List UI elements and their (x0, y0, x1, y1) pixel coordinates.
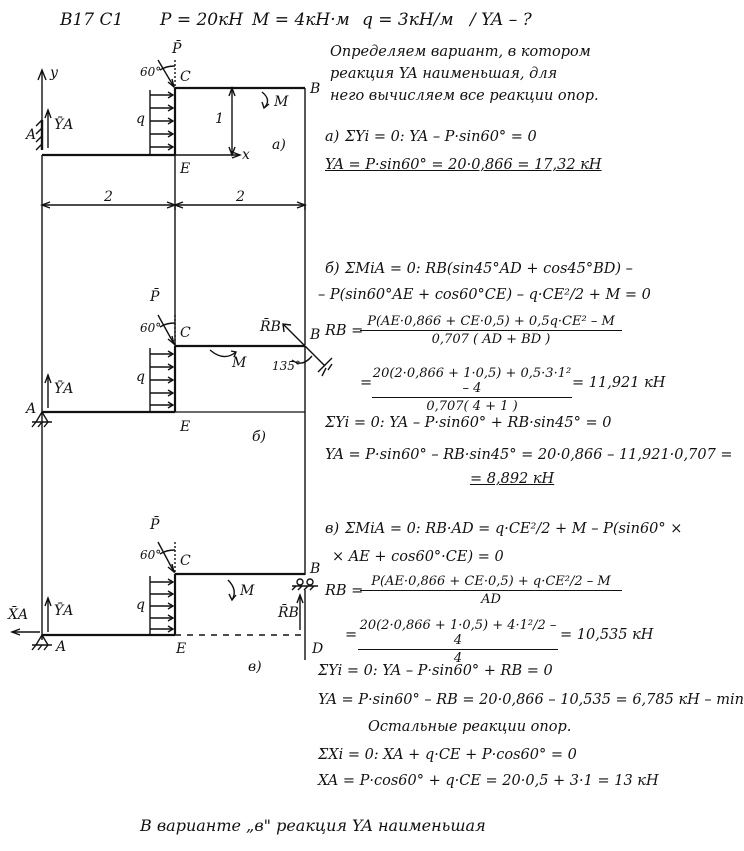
case-b-rb-numerator: P(AE·0,866 + CE·0,5) + 0,5q·CE² – M (367, 314, 615, 329)
point-d-label-v: D (312, 641, 324, 657)
case-b-eq6: = 8,892 кН (470, 471, 555, 487)
force-p-label-a: P̄ (172, 41, 182, 57)
moment-m-label-b: M (232, 355, 247, 371)
case-b-rb-fraction (360, 314, 622, 347)
case-b-rb-result: = 11,921 кН (572, 375, 666, 391)
load-q-label-b: q (136, 369, 145, 385)
case-b-eq4: ΣYi = 0: YA – P·sin60° + RB·sin45° = 0 (325, 415, 612, 431)
point-b-label-b: B (310, 327, 321, 343)
xa-label-v: X̄A (8, 607, 29, 623)
case-v-eq5: YA = P·sin60° – RB = 20·0,866 – 10,535 = 6,785 кН – min (318, 692, 744, 708)
point-e-label-a: E (180, 161, 191, 177)
case-v-rb-result: = 10,535 кН (560, 627, 654, 643)
eq-sign-b: = (360, 375, 373, 391)
point-c-label-v: C (180, 553, 191, 569)
case-v-rb-fraction (360, 574, 622, 607)
intro-line-1: Определяем вариант, в котором (330, 44, 591, 60)
case-b-eq1: ΣMiA = 0: RB(sin45°AD + cos45°BD) – (345, 261, 633, 277)
case-b-eq2: – P(sin60°AE + cos60°CE) – q·CE²/2 + M = 0 (318, 287, 651, 303)
moment-m-label-a: M (274, 94, 289, 110)
variant-label: В17 С1 (60, 10, 124, 30)
rb-label-b: R̄B (260, 319, 281, 335)
case-v-eq2: × AE + cos60°·CE) = 0 (332, 549, 504, 565)
case-v-eq4: ΣYi = 0: YA – P·sin60° + RB = 0 (318, 663, 553, 679)
point-a-label: A (26, 127, 37, 143)
case-v-numeric-numerator: 20(2·0,866 + 1·0,5) + 4·1²/2 – 4 (359, 618, 557, 648)
rb-label-v: R̄B (278, 605, 299, 621)
case-v-eq7: ΣXi = 0: XA + q·CE + P·cos60° = 0 (318, 747, 577, 763)
case-v-numeric-denominator: 4 (453, 651, 463, 666)
x-axis-label: x (242, 147, 250, 163)
case-v-tag: в) (325, 521, 340, 537)
figure-b (32, 315, 332, 575)
case-b-eq5: YA = P·sin60° – RB·sin45° = 20·0,866 – 11,921·0,707 = (325, 447, 733, 463)
case-v-rb-lhs: RB = (325, 583, 364, 599)
case-a-tag: а) (325, 129, 340, 145)
force-p-label-b: P̄ (150, 289, 160, 305)
case-v-eq8: XA = P·cos60° + q·CE = 20·0,5 + 3·1 = 13 кН (318, 773, 659, 789)
case-v-eq1: ΣMiA = 0: RB·AD = q·CE²/2 + M – P(sin60° × (345, 521, 683, 537)
case-b-numeric-denominator: 0,707( 4 + 1 ) (426, 399, 518, 414)
case-a-eq1: ΣYi = 0: YA – P·sin60° = 0 (345, 129, 537, 145)
force-p-value: P = 20кН (160, 10, 244, 30)
point-a-label-v: A (56, 639, 67, 655)
ya-label-b: ȲA (54, 381, 74, 397)
case-v-rb-numerator: P(AE·0,866 + CE·0,5) + q·CE²/2 – M (371, 574, 611, 589)
point-b-label-v: B (310, 561, 321, 577)
case-v-eq6: Остальные реакции опор. (368, 719, 572, 735)
point-a-label-b: A (26, 401, 37, 417)
angle-135-b: 135° (272, 359, 301, 373)
point-e-label-v: E (176, 641, 187, 657)
case-b-rb-denominator: 0,707 ( AD + BD ) (431, 332, 551, 347)
dim-1-label: 1 (215, 111, 224, 127)
case-v-rb-denominator: AD (481, 592, 501, 607)
moment-m-value: M = 4кН·м (252, 10, 350, 30)
point-b-label-a: B (310, 81, 321, 97)
intro-line-3: него вычисляем все реакции опор. (330, 88, 599, 104)
ya-label-v: ȲA (54, 603, 74, 619)
figure-a-label: а) (272, 137, 286, 153)
case-b-rb-lhs: RB = (325, 323, 364, 339)
moment-m-label-v: M (240, 583, 255, 599)
ya-label: ȲA (54, 117, 74, 133)
point-c-label-b: C (180, 325, 191, 341)
angle-60-v: 60° (140, 548, 162, 562)
point-c-label-a: C (180, 69, 191, 85)
force-p-label-v: P̄ (150, 517, 160, 533)
case-a-eq2: YA = P·sin60° = 20·0,866 = 17,32 кН (325, 157, 602, 173)
point-e-label-b: E (180, 419, 191, 435)
dim-2-left: 2 (104, 189, 113, 205)
eq-sign-v: = (345, 627, 358, 643)
case-v-numeric-fraction (358, 618, 558, 666)
case-b-tag: б) (325, 261, 340, 277)
load-q-value: q = 3кН/м (362, 10, 454, 30)
find-label: / YA – ? (470, 10, 532, 30)
intro-line-2: реакция YA наименьшая, для (330, 66, 558, 82)
load-q-label-v: q (136, 597, 145, 613)
angle-60-b: 60° (140, 321, 162, 335)
figure-v-label: в) (248, 659, 262, 675)
case-b-numeric-fraction (372, 366, 572, 414)
figure-a (36, 60, 305, 210)
y-axis-label: y (50, 65, 58, 81)
load-q-label-a: q (136, 111, 145, 127)
figure-b-label: б) (252, 429, 267, 445)
conclusion-text: В варианте „в" реакция YA наименьшая (140, 816, 486, 835)
angle-60-a: 60° (140, 65, 162, 79)
case-b-numeric-numerator: 20(2·0,866 + 1·0,5) + 0,5·3·1² – 4 (372, 366, 572, 396)
dim-2-right: 2 (236, 189, 245, 205)
